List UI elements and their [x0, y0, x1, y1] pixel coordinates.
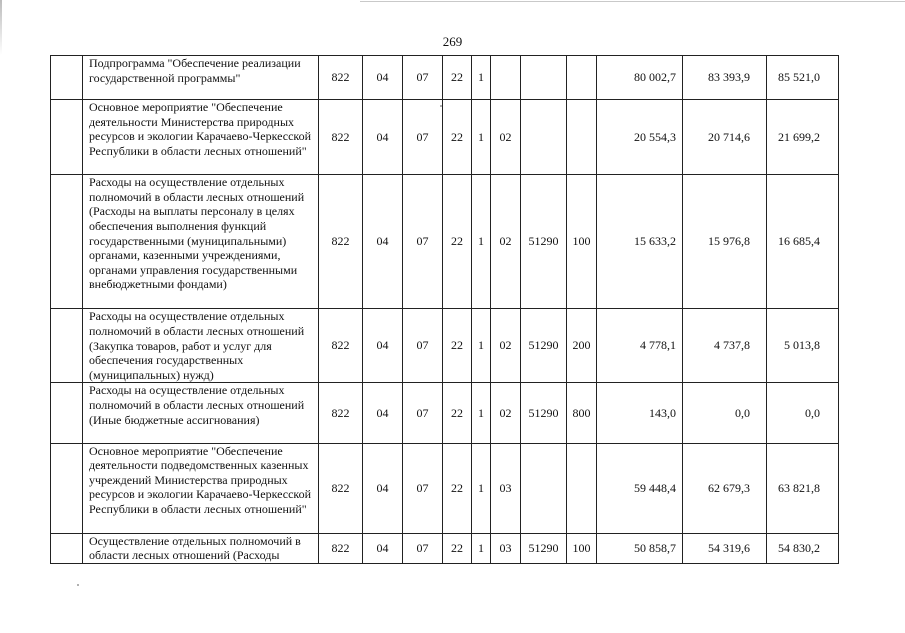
subsection-code-cell: 07 — [403, 100, 443, 175]
amount-year-3-cell: 54 830,2 — [767, 533, 839, 563]
direction-code-cell — [521, 443, 567, 533]
direction-code-cell — [521, 100, 567, 175]
direction-code-cell: 51290 — [521, 309, 567, 383]
activity-code-cell: 03 — [491, 443, 521, 533]
page-number: 269 — [442, 34, 463, 49]
amount-year-3-cell: 0,0 — [767, 383, 839, 443]
activity-code-cell: 02 — [491, 309, 521, 383]
row-number-cell — [51, 533, 83, 563]
row-number-cell — [51, 443, 83, 533]
program-code-cell: 22 — [443, 100, 472, 175]
direction-code-cell: 51290 — [521, 175, 567, 309]
amount-year-2-cell: 83 393,9 — [683, 56, 767, 100]
row-number-cell — [51, 309, 83, 383]
subsection-code-cell: 07 — [403, 443, 443, 533]
table-row — [51, 56, 839, 100]
amount-year-2-cell: 62 679,3 — [683, 443, 767, 533]
amount-year-3-cell: 5 013,8 — [767, 309, 839, 383]
row-name-cell: Основное мероприятие "Обеспечение деятельности Министерства природных ресурсов и экологии Карачаево-Черкесской Республики в области лесных отношений" — [83, 100, 319, 175]
row-number-cell — [51, 100, 83, 175]
amount-year-3-cell: 16 685,4 — [767, 175, 839, 309]
activity-code-cell: 02 — [491, 175, 521, 309]
subsection-code-cell: 07 — [403, 175, 443, 309]
row-name-cell: Осуществление отдельных полномочий в области лесных отношений (Расходы — [83, 533, 319, 563]
expense-type-cell — [567, 443, 597, 533]
amount-year-1-cell: 59 448,4 — [597, 443, 683, 533]
activity-code-cell — [491, 56, 521, 100]
subprogram-code-cell: 1 — [472, 56, 491, 100]
amount-year-2-cell: 0,0 — [683, 383, 767, 443]
amount-year-3-cell: 21 699,2 — [767, 100, 839, 175]
row-name-cell: Основное мероприятие "Обеспечение деятельности подведомственных казенных учреждений Министерства природных ресурсов и экологии Карачаево-Черкесской Республики в области лесных отношений" — [83, 443, 319, 533]
activity-code-cell: 03 — [491, 533, 521, 563]
ministry-code-cell: 822 — [319, 56, 363, 100]
row-name-cell: Расходы на осуществление отдельных полномочий в области лесных отношений (Закупка товаров, работ и услуг для обеспечения государственных (муниципальных) нужд) — [83, 309, 319, 383]
table-row — [51, 383, 839, 443]
scan-edge-top — [360, 1, 905, 2]
section-code-cell: 04 — [363, 383, 403, 443]
amount-year-2-cell: 20 714,6 — [683, 100, 767, 175]
amount-year-3-cell: 85 521,0 — [767, 56, 839, 100]
subprogram-code-cell: 1 — [472, 443, 491, 533]
subsection-code-cell: 07 — [403, 56, 443, 100]
budget-table — [50, 55, 839, 564]
ministry-code-cell: 822 — [319, 533, 363, 563]
row-number-cell — [51, 175, 83, 309]
amount-year-1-cell: 20 554,3 — [597, 100, 683, 175]
program-code-cell: 22 — [443, 533, 472, 563]
subprogram-code-cell: 1 — [472, 383, 491, 443]
section-code-cell: 04 — [363, 175, 403, 309]
program-code-cell: 22 — [443, 309, 472, 383]
expense-type-cell: 800 — [567, 383, 597, 443]
section-code-cell: 04 — [363, 56, 403, 100]
program-code-cell: 22 — [443, 175, 472, 309]
direction-code-cell: 51290 — [521, 533, 567, 563]
row-name-cell: Расходы на осуществление отдельных полномочий в области лесных отношений (Иные бюджетные ассигнования) — [83, 383, 319, 443]
subprogram-code-cell: 1 — [472, 533, 491, 563]
program-code-cell: 22 — [443, 443, 472, 533]
program-code-cell: 22 — [443, 383, 472, 443]
ministry-code-cell: 822 — [319, 443, 363, 533]
amount-year-1-cell: 4 778,1 — [597, 309, 683, 383]
scan-speck — [440, 105, 442, 107]
table-row — [51, 100, 839, 175]
expense-type-cell — [567, 100, 597, 175]
subprogram-code-cell: 1 — [472, 309, 491, 383]
subprogram-code-cell: 1 — [472, 100, 491, 175]
activity-code-cell: 02 — [491, 383, 521, 443]
direction-code-cell: 51290 — [521, 383, 567, 443]
ministry-code-cell: 822 — [319, 100, 363, 175]
amount-year-3-cell: 63 821,8 — [767, 443, 839, 533]
amount-year-2-cell: 15 976,8 — [683, 175, 767, 309]
activity-code-cell: 02 — [491, 100, 521, 175]
section-code-cell: 04 — [363, 443, 403, 533]
row-number-cell — [51, 383, 83, 443]
subsection-code-cell: 07 — [403, 533, 443, 563]
table-row — [51, 175, 839, 309]
row-name-cell: Подпрограмма "Обеспечение реализации государственной программы" — [83, 56, 319, 100]
amount-year-2-cell: 54 319,6 — [683, 533, 767, 563]
amount-year-1-cell: 15 633,2 — [597, 175, 683, 309]
amount-year-1-cell: 80 002,7 — [597, 56, 683, 100]
scan-speck — [77, 584, 79, 586]
ministry-code-cell: 822 — [319, 175, 363, 309]
subprogram-code-cell: 1 — [472, 175, 491, 309]
expense-type-cell: 100 — [567, 533, 597, 563]
table-row — [51, 309, 839, 383]
section-code-cell: 04 — [363, 309, 403, 383]
section-code-cell: 04 — [363, 533, 403, 563]
row-number-cell — [51, 56, 83, 100]
subsection-code-cell: 07 — [403, 383, 443, 443]
expense-type-cell — [567, 56, 597, 100]
amount-year-2-cell: 4 737,8 — [683, 309, 767, 383]
table-row — [51, 533, 839, 563]
ministry-code-cell: 822 — [319, 383, 363, 443]
subsection-code-cell: 07 — [403, 309, 443, 383]
expense-type-cell: 200 — [567, 309, 597, 383]
direction-code-cell — [521, 56, 567, 100]
expense-type-cell: 100 — [567, 175, 597, 309]
amount-year-1-cell: 50 858,7 — [597, 533, 683, 563]
table-row — [51, 443, 839, 533]
row-name-cell: Расходы на осуществление отдельных полномочий в области лесных отношений (Расходы на выплаты персоналу в целях обеспечения выполнения функций государственными (муниципальными) органами, казенными учреждениями, органами управления государственными внебюджетными фондами) — [83, 175, 319, 309]
program-code-cell: 22 — [443, 56, 472, 100]
section-code-cell: 04 — [363, 100, 403, 175]
amount-year-1-cell: 143,0 — [597, 383, 683, 443]
ministry-code-cell: 822 — [319, 309, 363, 383]
